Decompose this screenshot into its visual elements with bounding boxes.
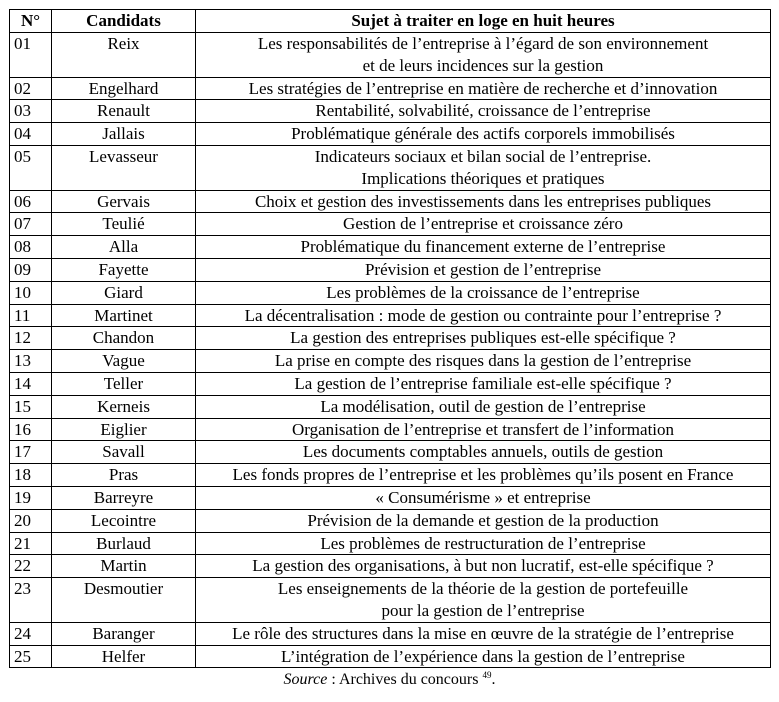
row-number: 03	[10, 100, 52, 123]
row-number: 08	[10, 236, 52, 259]
subject-line: Les stratégies de l’entreprise en matière de recherche et d’innovation	[248, 78, 718, 98]
subject-line: Les problèmes de la croissance de l’entreprise	[326, 282, 640, 302]
row-number: 12	[10, 327, 52, 350]
source-label: Source	[283, 671, 328, 689]
row-number: 05	[10, 145, 52, 190]
subject-cell	[196, 532, 771, 555]
row-number: 16	[10, 418, 52, 441]
row-number: 09	[10, 258, 52, 281]
subject-line: Les problèmes de restructuration de l’entreprise	[320, 533, 646, 553]
candidate-name: Teulié	[52, 213, 196, 236]
subject-line: Indicateurs sociaux et bilan social de l’entreprise.	[314, 146, 652, 166]
table-row	[10, 281, 771, 304]
table-header-row	[10, 10, 771, 33]
subject-line: La modélisation, outil de gestion de l’entreprise	[320, 396, 646, 416]
subject-cell	[196, 258, 771, 281]
table-row	[10, 441, 771, 464]
row-number: 04	[10, 123, 52, 146]
subject-cell	[196, 236, 771, 259]
candidate-name: Alla	[52, 236, 196, 259]
candidate-name: Vague	[52, 350, 196, 373]
table-row	[10, 327, 771, 350]
subject-line: Les responsabilités de l’entreprise à l’égard de son environnement	[257, 34, 709, 53]
subject-cell	[196, 464, 771, 487]
candidate-name: Eiglier	[52, 418, 196, 441]
candidate-name: Giard	[52, 281, 196, 304]
table-row	[10, 555, 771, 578]
subject-cell	[196, 418, 771, 441]
table-row	[10, 645, 771, 668]
subject-cell	[196, 190, 771, 213]
subject-line: La prise en compte des risques dans la gestion de l’entreprise	[274, 351, 692, 371]
subject-line: La gestion des organisations, à but non lucratif, est-elle spécifique ?	[252, 556, 714, 576]
candidate-name: Lecointre	[52, 509, 196, 532]
candidate-name: Teller	[52, 372, 196, 395]
table-row	[10, 145, 771, 190]
table-body	[10, 33, 771, 668]
subject-line: Gestion de l’entreprise et croissance zéro	[343, 214, 623, 234]
candidate-name: Desmoutier	[52, 578, 196, 623]
subject-cell	[196, 213, 771, 236]
subject-cell	[196, 77, 771, 100]
row-number: 07	[10, 213, 52, 236]
subject-cell	[196, 486, 771, 509]
table-row	[10, 464, 771, 487]
subject-cell	[196, 33, 771, 78]
subject-line: Implications théoriques et pratiques	[361, 168, 605, 188]
header-candidates: Candidats	[52, 10, 196, 33]
candidate-name: Martinet	[52, 304, 196, 327]
subject-line: La gestion de l’entreprise familiale est-elle spécifique ?	[294, 373, 672, 393]
candidate-name: Burlaud	[52, 532, 196, 555]
table-row	[10, 77, 771, 100]
source-text: : Archives du concours	[327, 671, 483, 689]
row-number: 20	[10, 509, 52, 532]
candidate-name: Chandon	[52, 327, 196, 350]
table-row	[10, 578, 771, 623]
subject-cell	[196, 578, 771, 623]
subject-cell	[196, 509, 771, 532]
subject-line: La gestion des entreprises publiques est-elle spécifique ?	[290, 328, 676, 348]
footnote-ref: 49	[482, 670, 492, 681]
candidate-name: Kerneis	[52, 395, 196, 418]
source-note	[9, 670, 770, 689]
subject-cell	[196, 145, 771, 190]
table-row	[10, 304, 771, 327]
subject-line: Problématique du financement externe de l’entreprise	[300, 237, 666, 257]
candidate-name: Baranger	[52, 622, 196, 645]
candidate-name: Renault	[52, 100, 196, 123]
subject-cell	[196, 372, 771, 395]
row-number: 02	[10, 77, 52, 100]
table-row	[10, 236, 771, 259]
candidates-table	[9, 9, 771, 668]
candidate-name: Jallais	[52, 123, 196, 146]
candidate-name: Gervais	[52, 190, 196, 213]
candidate-name: Levasseur	[52, 145, 196, 190]
candidate-name: Engelhard	[52, 77, 196, 100]
subject-line: Rentabilité, solvabilité, croissance de l’entreprise	[315, 101, 651, 121]
table-row	[10, 123, 771, 146]
subject-line: Les enseignements de la théorie de la gestion de portefeuille	[277, 579, 689, 599]
source-end: .	[491, 671, 496, 689]
header-subject: Sujet à traiter en loge en huit heures	[196, 10, 771, 33]
table-row	[10, 622, 771, 645]
table-row	[10, 190, 771, 213]
row-number: 19	[10, 486, 52, 509]
subject-line: La décentralisation : mode de gestion ou contrainte pour l’entreprise ?	[244, 305, 722, 325]
document-page	[9, 9, 770, 689]
subject-line: et de leurs incidences sur la gestion	[362, 55, 604, 75]
candidate-name: Fayette	[52, 258, 196, 281]
row-number: 17	[10, 441, 52, 464]
row-number: 01	[10, 33, 52, 78]
row-number: 25	[10, 645, 52, 668]
subject-line: Choix et gestion des investissements dans les entreprises publiques	[254, 191, 712, 211]
subject-line: Les documents comptables annuels, outils de gestion	[302, 442, 664, 462]
subject-line: Organisation de l’entreprise et transfert de l’information	[291, 419, 675, 439]
subject-line: Prévision de la demande et gestion de la production	[307, 510, 659, 530]
row-number: 21	[10, 532, 52, 555]
subject-line: Le rôle des structures dans la mise en œuvre de la stratégie de l’entreprise	[232, 623, 734, 643]
subject-cell	[196, 622, 771, 645]
table-row	[10, 33, 771, 78]
candidate-name: Helfer	[52, 645, 196, 668]
row-number: 18	[10, 464, 52, 487]
candidate-name: Barreyre	[52, 486, 196, 509]
subject-cell	[196, 645, 771, 668]
table-row	[10, 213, 771, 236]
subject-cell	[196, 327, 771, 350]
subject-line: « Consumérisme » et entreprise	[375, 487, 591, 507]
row-number: 14	[10, 372, 52, 395]
table-row	[10, 418, 771, 441]
table-row	[10, 258, 771, 281]
table-row	[10, 372, 771, 395]
row-number: 06	[10, 190, 52, 213]
candidate-name: Reix	[52, 33, 196, 78]
subject-cell	[196, 555, 771, 578]
table-row	[10, 100, 771, 123]
row-number: 23	[10, 578, 52, 623]
subject-line: L’intégration de l’expérience dans la gestion de l’entreprise	[281, 646, 685, 666]
row-number: 11	[10, 304, 52, 327]
row-number: 22	[10, 555, 52, 578]
subject-line: pour la gestion de l’entreprise	[381, 600, 585, 620]
header-num: N°	[10, 10, 52, 33]
candidate-name: Martin	[52, 555, 196, 578]
table-row	[10, 350, 771, 373]
row-number: 10	[10, 281, 52, 304]
row-number: 15	[10, 395, 52, 418]
subject-cell	[196, 441, 771, 464]
table-row	[10, 532, 771, 555]
subject-cell	[196, 350, 771, 373]
subject-line: Problématique générale des actifs corporels immobilisés	[291, 124, 675, 144]
subject-cell	[196, 395, 771, 418]
table-row	[10, 486, 771, 509]
candidate-name: Pras	[52, 464, 196, 487]
subject-line: Les fonds propres de l’entreprise et les problèmes qu’ils posent en France	[232, 465, 734, 485]
subject-cell	[196, 100, 771, 123]
candidate-name: Savall	[52, 441, 196, 464]
row-number: 24	[10, 622, 52, 645]
subject-cell	[196, 281, 771, 304]
row-number: 13	[10, 350, 52, 373]
subject-cell	[196, 304, 771, 327]
subject-line: Prévision et gestion de l’entreprise	[364, 259, 602, 279]
subject-cell	[196, 123, 771, 146]
table-row	[10, 395, 771, 418]
table-row	[10, 509, 771, 532]
